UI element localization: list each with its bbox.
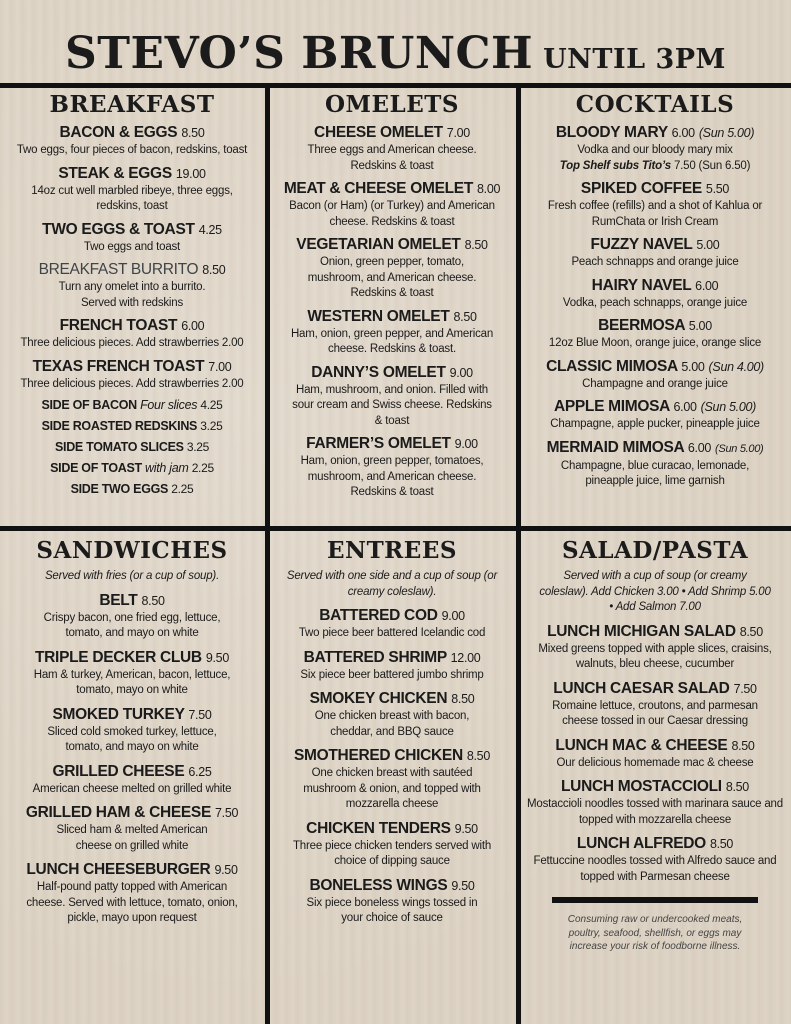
column-divider-1-bottom [265,526,270,1024]
item-price: 8.50 [464,238,488,252]
menu-item [4,260,260,311]
item-price: 4.25 [198,222,222,237]
side-price: 2.25 [191,461,214,475]
sunday-price: (Sun 5.00) [700,400,757,414]
item-name: LUNCH ALFREDO [576,835,706,852]
menu-item [523,316,787,352]
food-safety-warning: Consuming raw or undercooked meats, poultry, seafood, shellfish, or eggs may increase your risk of foodborne illness. [567,914,743,952]
item-price: 7.00 [446,126,470,140]
menu-item [4,220,260,256]
menu-item [272,434,512,501]
column-divider-1-top [265,83,270,526]
side-item [4,479,260,500]
item-description: Onion, green pepper, tomato, mushroom, and American cheese. Redskins & toast [307,256,477,299]
item-name: SPIKED COFFEE [580,180,702,197]
item-name: MERMAID MIMOSA [546,438,684,456]
item-name: LUNCH CAESAR SALAD [553,679,730,697]
side-name: SIDE TOMATO SLICES [55,440,184,454]
item-name: BACON & EGGS [59,124,178,141]
item-price: 9.00 [454,437,478,451]
menu-title [0,28,791,79]
menu-item [272,307,512,358]
item-price: 6.00 [673,400,697,414]
item-price: 8.00 [477,182,501,196]
item-name: TRIPLE DECKER CLUB [35,648,202,666]
menu-item [523,397,787,433]
side-name: SIDE ROASTED REDSKINS [41,419,198,433]
item-price: 9.50 [451,878,475,893]
item-price: 8.50 [709,837,734,851]
item-price: 8.50 [725,780,749,794]
item-description: Three delicious pieces. Add strawberries 2.00 [20,337,244,349]
menu-item [523,357,787,393]
side-name: SIDE TWO EGGS [70,482,169,496]
item-description: Ham & turkey, American, bacon, lettuce, tomato, mayo on white [33,668,231,696]
item-name: CHEESE OMELET [314,124,443,141]
item-description: Vodka, peach schnapps, orange juice [562,296,748,309]
sandwiches-heading: SANDWICHES [36,537,228,564]
item-name: BREAKFAST BURRITO [38,261,199,278]
item-price: 8.50 [739,624,763,639]
sunday-price: (Sun 5.00) [715,442,764,455]
item-price: 5.00 [681,359,705,374]
menu-item [523,235,787,271]
item-name: SMOKED TURKEY [52,705,185,723]
item-name: LUNCH CHEESEBURGER [26,861,211,878]
item-name: STEAK & EGGS [58,164,172,182]
menu-item [4,648,260,699]
menu-item [523,622,787,673]
item-price: 5.00 [688,319,712,333]
item-description: Turn any omelet into a burrito. Served with redskins [58,281,206,309]
item-description: Ham, onion, green pepper, and American cheese. Redskins & toast. [290,327,494,355]
item-name: TEXAS FRENCH TOAST [32,357,205,375]
column-divider-2-top [516,83,521,526]
side-item [4,416,260,437]
menu-item [272,606,512,642]
item-description: Romaine lettuce, croutons, and parmesan cheese tossed in our Caesar dressing [552,699,758,727]
menu-item [4,803,260,854]
item-name: LUNCH MICHIGAN SALAD [547,622,736,640]
column-divider-2-bottom [516,526,521,1024]
item-description: Champagne, apple pucker, pineapple juice [550,418,760,430]
menu-item [4,123,260,159]
sides-list [4,395,260,500]
item-price: 7.00 [208,359,232,374]
item-name: CHICKEN TENDERS [306,819,451,837]
menu-item [4,591,260,642]
item-name: FUZZY NAVEL [590,236,693,253]
item-price: 8.50 [453,309,477,324]
side-note: with jam [145,461,189,475]
menu-item [4,762,260,798]
item-name: LUNCH MOSTACCIOLI [561,778,722,795]
menu-item [4,164,260,215]
menu-item [523,679,787,730]
item-description: Bacon (or Ham) (or Turkey) and American cheese. Redskins & toast [289,200,495,228]
item-name: APPLE MIMOSA [553,398,670,415]
item-price: 9.00 [449,365,473,380]
menu-item [4,705,260,756]
side-note: Four slices [140,398,198,412]
side-price: 2.25 [171,482,194,496]
item-name: BLOODY MARY [555,124,668,141]
item-price: 7.50 [188,707,212,722]
menu-item [523,834,787,885]
item-price: 8.50 [466,749,490,763]
item-price: 8.50 [202,263,226,277]
item-price: 6.00 [181,319,205,333]
item-description: Crispy bacon, one fried egg, lettuce, tomato, and mayo on white [43,611,221,639]
item-price: 9.50 [205,650,229,665]
item-description: Three delicious pieces. Add strawberries 2.00 [20,377,244,390]
item-name: FRENCH TOAST [59,317,178,334]
item-description: 12oz Blue Moon, orange juice, orange slice [548,337,762,349]
sunday-price: (Sun 4.00) [708,359,764,374]
item-name: BEERMOSA [598,317,685,334]
item-price: 6.25 [188,764,212,779]
breakfast-section [4,91,260,500]
upgrade-note: Top Shelf subs Tito’s [559,159,671,172]
item-price: 5.50 [705,182,730,196]
item-name: SMOTHERED CHICKEN [293,747,463,764]
menu-item [4,357,260,393]
top-divider [0,83,791,88]
item-name: CLASSIC MIMOSA [546,357,678,375]
entrees-note: Served with one side and a cup of soup (or creamy coleslaw). [286,570,498,598]
menu-item [272,235,512,302]
item-price: 7.50 [733,681,757,696]
item-description: Three piece chicken tenders served with choice of dipping sauce [292,839,492,867]
menu-item [4,316,260,352]
upgrade-price: 7.50 (Sun 6.50) [673,159,751,172]
sunday-price: (Sun 5.00) [698,126,755,140]
item-price: 12.00 [450,650,481,665]
menu-item [523,123,787,174]
side-item [4,437,260,458]
item-description: Two eggs, four pieces of bacon, redskins, toast [16,144,248,156]
item-description: Half-pound patty topped with American cheese. Served with lettuce, tomato, onion, pickle, mayo upon request [26,881,238,924]
menu-item [272,876,512,927]
item-name: TWO EGGS & TOAST [42,220,195,238]
menu-item [272,179,512,230]
item-price: 6.00 [687,440,712,455]
item-description: Six piece boneless wings tossed in your choice of sauce [306,896,478,924]
menu-item [272,746,512,813]
menu-item [523,736,787,772]
item-description: 14oz cut well marbled ribeye, three eggs, redskins, toast [31,184,233,212]
item-name: GRILLED HAM & CHEESE [25,804,212,821]
item-price: 9.50 [214,863,238,877]
item-name: VEGETARIAN OMELET [296,236,461,253]
item-description: American cheese melted on grilled white [32,782,232,795]
item-name: BONELESS WINGS [309,876,448,894]
item-description: Our delicious homemade mac & cheese [556,756,754,769]
item-description: Vodka and our bloody mary mix [577,144,733,156]
item-description: Two eggs and toast [83,240,181,253]
cocktails-heading: COCKTAILS [575,91,735,118]
item-name: BATTERED SHRIMP [303,648,447,666]
sandwiches-note: Served with fries (or a cup of soup). [44,570,220,582]
restaurant-name: STEVO’S BRUNCH [65,28,534,79]
menu-item [272,689,512,740]
item-price: 8.50 [451,692,475,706]
salad-pasta-section [523,537,787,954]
middle-divider [0,526,791,531]
item-description: Mixed greens topped with apple slices, craisins, walnuts, bleu cheese, cucumber [538,642,772,670]
item-name: FARMER’S OMELET [306,435,451,452]
side-name: SIDE OF BACON [41,398,137,412]
item-description: Mostaccioli noodles tossed with marinara sauce and topped with mozzarella cheese [527,798,783,826]
menu-item [523,276,787,312]
item-price: 6.00 [695,278,719,293]
salad-pasta-note: Served with a cup of soup (or creamy coleslaw). Add Chicken 3.00 • Add Shrimp 5.00 • Add Salmon 7.00 [539,570,771,613]
item-description: Fresh coffee (refills) and a shot of Kahlua or RumChata or Irish Cream [547,200,763,228]
item-description: Ham, mushroom, and onion. Filled with sour cream and Swiss cheese. Redskins & toast [292,383,492,427]
item-price: 8.50 [181,126,205,140]
item-price: 9.50 [454,821,478,836]
omelets-section [272,91,512,501]
sandwiches-section [4,537,260,927]
side-name: SIDE OF TOAST [50,461,142,475]
item-description: Champagne, blue curacao, lemonade, pineapple juice, lime garnish [560,459,750,487]
omelets-heading: OMELETS [325,91,459,118]
item-price: 8.50 [141,593,165,608]
menu-item [523,438,787,490]
item-description: Sliced ham & melted American cheese on grilled white [56,824,208,852]
item-name: HAIRY NAVEL [591,276,692,294]
item-price: 19.00 [175,166,206,181]
item-description: Three eggs and American cheese. Redskins & toast [307,144,477,172]
item-price: 5.00 [696,238,720,252]
item-price: 6.00 [671,126,695,140]
menu-item [4,860,260,927]
menu-item [272,819,512,870]
breakfast-heading: BREAKFAST [49,91,215,118]
brunch-hours: UNTIL 3PM [543,44,726,75]
side-price: 3.25 [186,440,209,454]
side-price: 4.25 [200,398,223,412]
item-price: 8.50 [731,738,755,753]
entrees-heading: ENTREES [327,537,457,564]
entrees-section [272,537,512,927]
menu-item [523,179,787,230]
item-description: Peach schnapps and orange juice [571,256,739,268]
item-description: Ham, onion, green pepper, tomatoes, mushroom, and American cheese. Redskins & toast [300,455,484,498]
salad-pasta-heading: SALAD/PASTA [561,537,749,564]
divider-rule [552,897,758,903]
menu-item [523,777,787,828]
item-name: BATTERED COD [319,607,438,624]
side-item [4,458,260,479]
cocktails-section [523,91,787,490]
item-description: Two piece beer battered Icelandic cod [298,627,486,639]
menu-item [272,123,512,174]
item-description: Champagne and orange juice [582,377,728,390]
item-price: 9.00 [441,609,465,623]
item-description: One chicken breast with sautéed mushroom & onion, and topped with mozzarella cheese [303,767,481,810]
menu-item [272,648,512,684]
item-description: Fettuccine noodles tossed with Alfredo sauce and topped with Parmesan cheese [533,855,777,883]
item-name: LUNCH MAC & CHEESE [555,736,728,754]
side-price: 3.25 [200,419,223,433]
item-name: BELT [99,591,138,609]
item-name: DANNY’S OMELET [311,363,446,381]
item-description: Six piece beer battered jumbo shrimp [300,668,484,681]
side-item [4,395,260,416]
item-name: MEAT & CHEESE OMELET [283,180,474,197]
item-name: GRILLED CHEESE [52,762,185,780]
item-price: 7.50 [215,806,239,820]
item-name: WESTERN OMELET [307,307,450,325]
menu-item [272,363,512,430]
item-description: One chicken breast with bacon, cheddar, and BBQ sauce [314,710,470,738]
item-description: Sliced cold smoked turkey, lettuce, tomato, and mayo on white [47,725,217,753]
item-name: SMOKEY CHICKEN [309,690,448,707]
